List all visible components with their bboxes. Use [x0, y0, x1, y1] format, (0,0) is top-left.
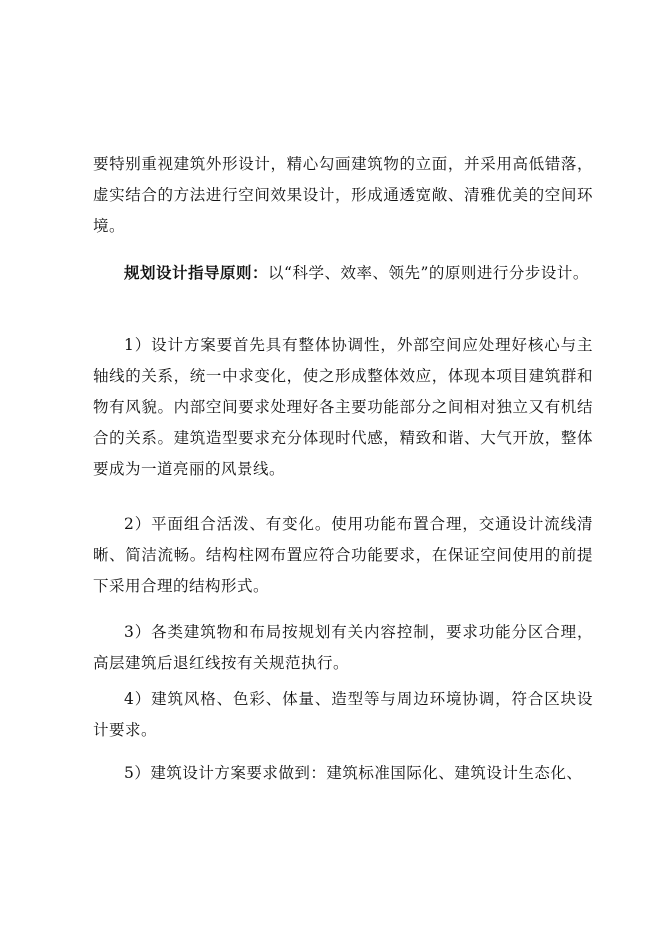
list-item: 1）设计方案要首先具有整体协调性，外部空间应处理好核心与主轴线的关系，统一中求变化，使之形成整体效应，体现本项目建筑群和物有风貌。内部空间要求处理好各主要功能部分之间相对独立又有机结合的关系。建筑造型要求充分体现时代感，精致和谐、大气开放，整体要成为一道亮丽的风景线。 [93, 336, 593, 478]
list-item: 3）各类建筑物和布局按规划有关内容控制，要求功能分区合理，高层建筑后退红线按有关规范执行。 [93, 623, 593, 672]
list-item: 5）建筑设计方案要求做到：建筑标准国际化、建筑设计生态化、 [124, 764, 583, 782]
intro-paragraph: 要特别重视建筑外形设计，精心勾画建筑物的立面，并采用高低错落，虚实结合的方法进行空间效果设计，形成通透宽敞、清雅优美的空间环境。 [93, 155, 593, 235]
principle-heading: 规划设计指导原则： [124, 263, 269, 282]
list-item: 2）平面组合活泼、有变化。使用功能布置合理，交通设计流线清晰、简洁流畅。结构柱网布置应符合功能要求，在保证空间使用的前提下采用合理的结构形式。 [93, 515, 593, 595]
list-item: 4）建筑风格、色彩、体量、造型等与周边环境协调，符合区块设计要求。 [93, 690, 593, 739]
principle-paragraph [93, 257, 593, 289]
principle-text: 以“科学、效率、领先”的原则进行分步设计。 [268, 264, 589, 282]
